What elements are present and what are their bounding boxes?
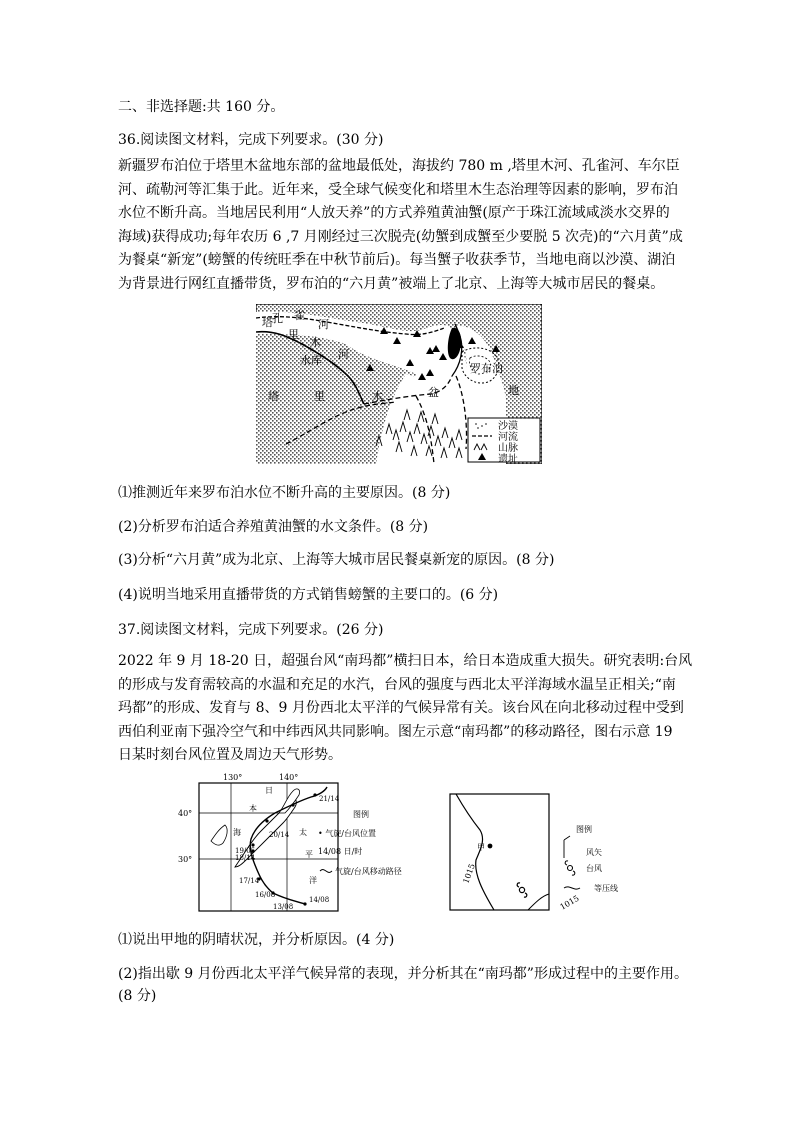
label-reservoir: 水库 — [300, 354, 322, 367]
section-header: 二、非选择题:共 160 分。 — [118, 99, 285, 115]
point-jia — [488, 844, 493, 849]
legend-river: 河流 — [498, 432, 518, 443]
label-basin-5: 地 — [508, 384, 519, 397]
q37-title: 37.阅读图文材料，完成下列要求。(26 分) — [118, 622, 384, 638]
legend-wind: 风矢 — [586, 848, 602, 857]
lon-140: 140° — [279, 773, 299, 782]
label-japan-2: 本 — [249, 804, 257, 813]
q37-material-line: 的形成与发育需较高的水温和充足的水汽，台风的强度与西北太平洋海域水温呈正相关;“南 — [118, 676, 676, 693]
time-label: 14/08 — [309, 896, 330, 904]
q36-material-line: 河、疏勒河等汇集于此。近年来，受全球气候变化和塔里木生态治理等因素的影响，罗布泊 — [118, 181, 678, 198]
label-japan-3: 海 — [233, 828, 241, 837]
weather-legend — [564, 824, 618, 893]
label-tarim-river-4: 河 — [338, 348, 349, 361]
label-pacific-2: 平 — [305, 850, 313, 859]
label-kongque-2: 雀 — [294, 309, 305, 322]
label-basin-2: 里 — [314, 390, 325, 403]
legend-desert: 沙漠 — [498, 421, 518, 432]
time-label: 13/08 — [273, 903, 294, 911]
label-basin-4: 盆 — [428, 386, 439, 399]
legend-title: 图例 — [576, 825, 592, 834]
q36-material-line: 为背景进行网红直播带货，罗布泊的“六月黄”被端上了北京、上海等大城市居民的餐桌。 — [118, 275, 665, 292]
label-tarim-river-2: 里 — [288, 328, 299, 341]
time-label: 20/14 — [269, 831, 290, 839]
q37-question-2: (2)指出歇 9 月份西北太平洋气候异常的表现，并分析其在“南玛都”形成过程中的主要作用。 — [118, 966, 688, 982]
q37-material — [118, 650, 693, 768]
legend-path: 气旋/台风移动路径 — [335, 867, 402, 876]
label-lop-nur: 罗布泊 — [470, 362, 503, 375]
legend-position: • 气旋/台风位置 — [318, 829, 376, 838]
q37-material-line: 西伯利亚南下强冷空气和中纬西风共同影响。图左示意“南玛都”的移动路径，图右示意 19 — [118, 723, 673, 740]
label-pacific-1: 太 — [299, 828, 307, 837]
q37-material-line: 2022 年 9 月 18-20 日，超强台风“南玛都”横扫日本，给日本造成重大损失。研究表明:台风 — [118, 653, 693, 669]
q37-question-1: ⑴说出甲地的阴晴状况，并分析原因。(4 分) — [118, 932, 395, 948]
time-label: 19/05 — [235, 847, 256, 855]
legend-site: 遗址 — [498, 454, 518, 464]
legend-mountain: 山脉 — [498, 443, 518, 454]
q36-question-4: (4)说明当地采用直播带货的方式销售螃蟹的主要口的。(6 分) — [118, 587, 499, 603]
lat-30: 30° — [178, 855, 193, 864]
lop-nur-map — [256, 304, 542, 464]
label-pacific-3: 洋 — [309, 876, 317, 885]
typhoon-weather-map — [446, 790, 646, 914]
label-basin-1: 塔 — [268, 390, 279, 403]
legend-time: 14/08 日/时 — [318, 847, 363, 856]
q37-question-2-cont: (8 分) — [118, 988, 157, 1004]
time-label: 21/14 — [319, 795, 340, 803]
legend-isobar: 等压线 — [594, 884, 618, 893]
q36-question-3: (3)分析“六月黄”成为北京、上海等大城市居民餐桌新宠的原因。(8 分) — [118, 552, 555, 568]
map-frame — [450, 794, 549, 910]
lat-40: 40° — [178, 809, 193, 818]
label-kongque-3: 河 — [318, 318, 329, 331]
q36-title: 36.阅读图文材料，完成下列要求。(30 分) — [118, 132, 384, 148]
q36-material-line: 海域)获得成功;每年农历 6 ,7 月刚经过三次脱壳(幼蟹到成蟹至少要脱 5 次壳)的“六月黄”成 — [118, 228, 683, 245]
q36-material-line: 新疆罗布泊位于塔里木盆地东部的盆地最低处，海拔约 780 m ,塔里木河、孔雀河、车尔臣 — [118, 158, 680, 174]
time-label: 18/14 — [235, 854, 256, 862]
time-label: 16/08 — [255, 891, 276, 899]
typhoon-path-map — [175, 771, 440, 913]
q36-question-2: (2)分析罗布泊适合养殖黄油蟹的水文条件。(8 分) — [118, 519, 429, 535]
lon-130: 130° — [223, 773, 243, 782]
q36-material-line: 水位不断升高。当地居民利用“人放天养”的方式养殖黄油蟹(原产于珠江流域咸淡水交界的 — [118, 205, 670, 221]
q37-material-line: 玛都”的形成、发育与 8、9 月份西北太平洋的气候异常有关。该台风在向北移动过程中受到 — [118, 700, 684, 716]
time-label: 17/14 — [239, 877, 260, 885]
label-tarim-river-1: 塔 — [262, 316, 273, 329]
label-basin-3: 木 — [372, 390, 383, 403]
map-legend — [468, 418, 540, 464]
label-kongque-1: 孔 — [272, 312, 283, 325]
isobar-label: 1015 — [558, 893, 581, 912]
label-jia: 甲 — [477, 843, 485, 852]
legend-title: 图例 — [353, 810, 369, 819]
q36-material-line: 为餐桌“新宠”(螃蟹的传统旺季在中秋节前后)。每当蟹子收获季节，当地电商以沙漠、湖泊 — [118, 252, 676, 268]
label-tarim-river-3: 木 — [310, 336, 321, 349]
legend-typhoon: 台风 — [586, 864, 602, 873]
q37-material-line: 日某时刻台风位置及周边天气形势。 — [118, 747, 342, 763]
q36-material — [118, 155, 683, 296]
label-japan-1: 日 — [265, 786, 273, 795]
isobar-label: 1015 — [461, 862, 477, 885]
q36-question-1: ⑴推测近年来罗布泊水位不断升高的主要原因。(8 分) — [118, 485, 451, 501]
